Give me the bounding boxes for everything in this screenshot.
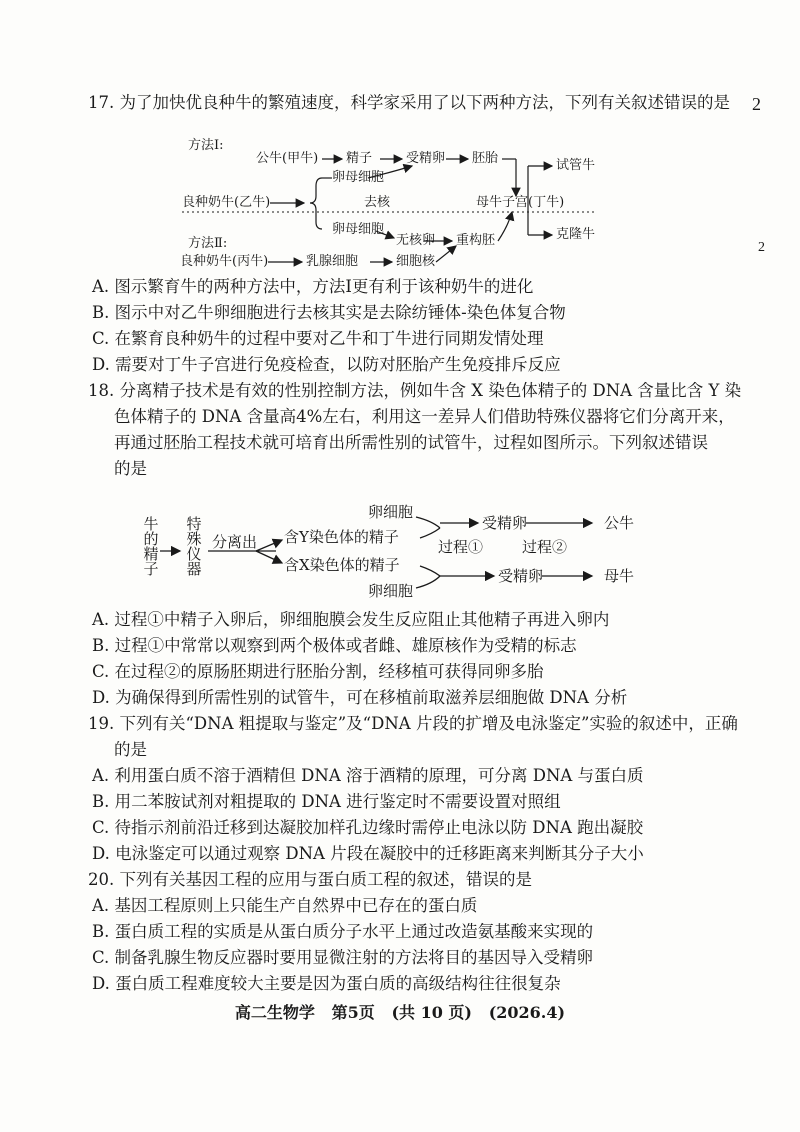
q19-option-c: C. 待指示剂前沿迁移到达凝胶加样孔边缘时需停止电泳以防 DNA 跑出凝胶 (92, 818, 644, 837)
q19-option-a: A. 利用蛋白质不溶于酒精但 DNA 溶于酒精的原理，可分离 DNA 与蛋白质 (92, 766, 644, 785)
q18-stem-line-2: 色体精子的 DNA 含量高4%左右，利用这一差异人们借助特殊仪器将它们分离开来， (114, 407, 735, 426)
oocyte-bottom-label: 卵母细胞 (332, 222, 385, 237)
q17-option-a: A. 图示繁育牛的两种方法中，方法Ⅰ更有利于该种奶牛的进化 (92, 277, 534, 296)
process-1-label: 过程① (438, 538, 484, 556)
q17-option-c: C. 在繁育良种奶牛的过程中要对乙牛和丁牛进行同期发情处理 (92, 329, 544, 348)
cow-yi-label: 良种奶牛(乙牛) (182, 195, 271, 210)
x-sperm-label: 含X染色体的精子 (284, 556, 400, 574)
q19-stem-line-2: 的是 (114, 740, 147, 759)
egg-bottom-label: 卵细胞 (368, 582, 414, 600)
q18-option-a: A. 过程①中精子入卵后，卵细胞膜会发生反应阻止其他精子再进入卵内 (92, 610, 610, 629)
q18-stem-line-1: 18. 分离精子技术是有效的性别控制方法，例如牛含 X 染色体精子的 DNA 含量比含 Y 染 (88, 381, 742, 400)
zygote-bottom-label: 受精卵 (498, 567, 544, 585)
q17-option-d: D. 需要对丁牛子宫进行免疫检查，以防对胚胎产生免疫排斥反应 (92, 355, 561, 374)
method-2-label: 方法Ⅱ: (188, 236, 228, 251)
female-calf-label: 母牛 (604, 567, 635, 585)
margin-mark-middle: 2 (758, 240, 765, 255)
q20-stem: 20. 下列有关基因工程的应用与蛋白质工程的叙述，错误的是 (88, 870, 532, 889)
zygote-top-label: 受精卵 (482, 514, 528, 532)
enucleation-label: 去核 (364, 195, 391, 210)
q20-option-d: D. 蛋白质工程难度较大主要是因为蛋白质的高级结构往往很复杂 (92, 974, 561, 993)
separate-label: 分离出 (212, 533, 258, 551)
bull-jia: 公牛(甲牛) (256, 151, 319, 166)
egg-top-label: 卵细胞 (368, 503, 414, 521)
q20-option-b: B. 蛋白质工程的实质是从蛋白质分子水平上通过改造氨基酸来实现的 (92, 922, 594, 941)
q19-option-d: D. 电泳鉴定可以通过观察 DNA 片段在凝胶中的迁移距离来判断其分子大小 (92, 844, 644, 863)
q18-stem-line-3: 再通过胚胎工程技术就可培育出所需性别的试管牛，过程如图所示。下列叙述错误 (114, 433, 708, 452)
method-1-label: 方法Ⅰ: (188, 138, 224, 153)
cloned-calf-label: 克隆牛 (556, 227, 596, 242)
special-instrument-vertical-label: 特殊仪器 (186, 515, 202, 578)
sperm-label: 精子 (346, 151, 373, 166)
q20-option-c: C. 制备乳腺生物反应器时要用显微注射的方法将目的基因导入受精卵 (92, 948, 594, 967)
q17-option-b: B. 图示中对乙牛卵细胞进行去核其实是去除纺锤体-染色体复合物 (92, 303, 566, 322)
enucleated-egg-label: 无核卵 (396, 233, 436, 248)
y-sperm-label: 含Y染色体的精子 (284, 528, 399, 546)
fertilized-egg-label: 受精卵 (406, 151, 446, 166)
male-calf-label: 公牛 (604, 514, 635, 532)
nucleus-label: 细胞核 (396, 254, 436, 269)
q18-stem-line-4: 的是 (114, 459, 147, 478)
reconstructed-embryo-label: 重构胚 (456, 233, 496, 248)
q18-option-c: C. 在过程②的原肠胚期进行胚胎分割，经移植可获得同卵多胎 (92, 662, 544, 681)
q17-stem: 17. 为了加快优良种牛的繁殖速度，科学家采用了以下两种方法，下列有关叙述错误的是 (88, 93, 730, 112)
mammary-cell-label: 乳腺细胞 (306, 254, 359, 269)
q18-option-b: B. 过程①中常常以观察到两个极体或者雌、雄原核作为受精的标志 (92, 636, 577, 655)
embryo-label: 胚胎 (472, 151, 499, 166)
q19-stem-line-1: 19. 下列有关“DNA 粗提取与鉴定”及“DNA 片段的扩增及电泳鉴定”实验的叙述中，正确 (88, 714, 738, 733)
process-2-label: 过程② (522, 538, 568, 556)
test-tube-calf-label: 试管牛 (556, 158, 596, 173)
margin-mark-top: 2 (752, 94, 761, 114)
bull-sperm-vertical-label: 牛的精子 (143, 515, 159, 578)
page-footer: 高二生物学 第5页 (共 10 页) (2026.4) (234, 1003, 566, 1022)
uterus-label: 母牛子宫(丁牛) (476, 195, 565, 210)
cow-bing-label: 良种奶牛(丙牛) (180, 254, 269, 269)
q18-option-d: D. 为确保得到所需性别的试管牛，可在移植前取滋养层细胞做 DNA 分析 (92, 688, 628, 707)
q19-option-b: B. 用二苯胺试剂对粗提取的 DNA 进行鉴定时不需要设置对照组 (92, 792, 561, 811)
oocyte-top-label: 卵母细胞 (332, 170, 385, 185)
q20-option-a: A. 基因工程原则上只能生产自然界中已存在的蛋白质 (92, 896, 478, 915)
